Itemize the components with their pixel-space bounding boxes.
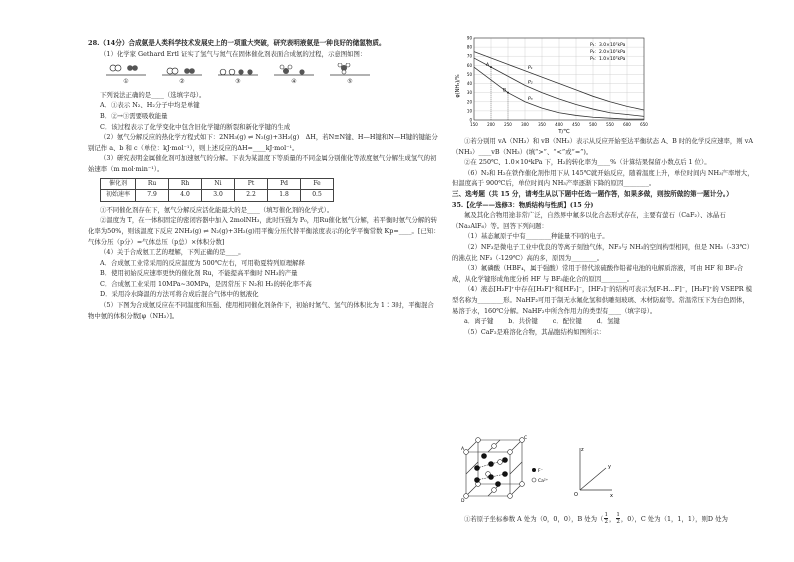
point-label: A (486, 63, 490, 69)
step-2-label: ② (179, 78, 185, 86)
section-3-heading: 三、选考题（共 15 分，请考生从以下题中任选一题作答，如果多做，则按所做的第一题计分。） (452, 189, 733, 198)
q35-part3: （3）氟磷酸（HBF₄，属于强酸）常用于替代浓硫酸作铅蓄电池的电解质溶液，可由 HF 和 BF₃合成，从化学键形成角度分析 HF 与 BF₃能化合的原因________。 (452, 264, 744, 283)
q28-part6: （6）N₂和 H₂在铁作催化剂作用下从 145℃就开始反应，随着温度上升，单位时间内 NH₃产率增大，但温度高于 900℃后，单位时间内 NH₃产率逐渐下降的原因________。 (452, 168, 754, 188)
fraction-numerator: 1 (616, 512, 620, 518)
q35-part4-options (452, 316, 754, 327)
step-4-label: ④ (291, 78, 297, 86)
q35-part2: （2）NF₃是微电子工业中优良的等离子刻蚀气体，NF₃与 NH₃的空间构型相同，但是 NH₃（-33℃）的沸点比 NF₃（-129℃）高的多，原因为________。 (452, 242, 754, 262)
x-tick-label: 350 (538, 122, 546, 127)
series-label-3: P₃ (528, 96, 533, 102)
step-3 (214, 63, 262, 88)
y-tick-label: 60 (466, 62, 472, 68)
catalysis-steps-figure (102, 63, 440, 88)
step-2-molecules (162, 63, 202, 77)
step-3-label: ③ (235, 78, 241, 86)
table-cell: Fe (301, 178, 334, 190)
option-a: A．①表示 N₂、H₂分子中均是单键 (100, 101, 200, 110)
table-cell: 4.0 (169, 190, 202, 202)
catalyst-table (100, 178, 334, 202)
series-label-1: P₁ (528, 65, 533, 71)
x-tick-label: 150 (470, 122, 478, 127)
table-cell: 7.9 (136, 190, 169, 202)
q35-part5-1 (464, 512, 762, 525)
q28-part5-2: ②在 250℃、1.0×10⁴kPa 下，H₂的转化率为____%（计算结果保留小数点后 1 位）。 (464, 158, 711, 167)
option-b: B．②→③需要吸收能量 (100, 111, 168, 120)
axis-label-x: x (610, 493, 613, 498)
step-5 (326, 63, 374, 88)
option-c: C．该过程表示了化学变化中包含旧化学键的断裂和新化学键的生成 (100, 122, 291, 131)
legend-calcium: Ca²⁺ (538, 479, 549, 484)
table-cell: Pd (268, 178, 301, 190)
step-4-molecules (274, 63, 314, 77)
table-cell: 2.2 (235, 190, 268, 202)
axis-label-y: y (608, 464, 611, 470)
fraction-half (604, 512, 608, 525)
q35-intro: 氟及其化合物用途非常广泛，自然界中氟多以化合态形式存在，主要有萤石（CaF₂）、冰晶石（Na₃AlF₆）等。回答下列问题： (452, 211, 726, 230)
step-5-label: ⑤ (347, 78, 353, 86)
q28-part5: （5）下图为合成氨反应在不同温度和压强、使用相同催化剂条件下，初始时氮气、氢气的体积比为 1∶3时，平衡混合物中氨的体积分数[φ（NH₃）]。 (88, 301, 434, 320)
q28-part1: （1）化学家 Gethard Ertl 证实了氢气与氮气在固体催化剂表面合成氨的过程，示意图如图： (100, 49, 367, 58)
table-cell: 0.5 (301, 190, 334, 202)
series-label-2: P₂ (528, 80, 533, 86)
x-tick-label: 600 (623, 122, 631, 127)
table-cell: 1.8 (268, 190, 301, 202)
y-tick-label: 0 (469, 117, 472, 123)
option-a: a．离子键 (464, 317, 494, 326)
q28-part4: （4）关于合成氨工艺的理解，下列正确的是____。 (100, 248, 245, 257)
axis-label-z: z (581, 447, 584, 453)
table-header-rate: 初始速率 (101, 190, 136, 202)
svg-text:C: C (524, 436, 528, 441)
y-tick-label: 80 (466, 44, 472, 50)
fraction-denominator: 2 (616, 519, 620, 525)
fraction-half (616, 512, 620, 525)
option-b: B．使用初始反应速率更快的催化剂 Ru，不能提高平衡时 NH₃的产量 (100, 269, 298, 278)
q28-part5-1: ①若分别用 vA（NH₃）和 vB（NH₃）表示从反应开始至达平衡状态 A、B 时的化学反应速率，则 vA（NH₃）____vB（NH₃）(填“>”、“<”或“=”)。 (452, 137, 753, 156)
q28-part3: （3）研究表明金属催化剂可加速氨气的分解。下表为某温度下等质量的不同金属分别催化等浓度氨气分解生成氢气的初始速率（m mol·min⁻¹）。 (88, 154, 437, 173)
table-cell: Pt (235, 178, 268, 190)
option-c: C．合成氨工业采用 10MPa~30MPa，是因常压下 N₂和 H₂的转化率不高 (100, 279, 312, 288)
legend-entry: P₁：3.0×10⁷kPa (590, 43, 626, 48)
q35-part5: （5）CaF₂是难溶化合物，其晶胞结构如图所示： (464, 327, 606, 336)
x-tick-label: 250 (504, 122, 512, 127)
y-tick-label: 70 (466, 53, 472, 59)
caf2-unit-cell-figure (458, 434, 568, 506)
chart-legend (590, 42, 626, 62)
legend-entry: P₂：2.0×10⁷kPa (590, 50, 626, 55)
table-row (101, 190, 334, 202)
legend-fluoride: F⁻ (538, 469, 543, 474)
right-column (452, 136, 754, 337)
step-2 (158, 63, 206, 88)
x-tick-label: 450 (572, 122, 580, 127)
svg-text:A: A (461, 447, 465, 452)
axis-label-origin: O (574, 492, 578, 498)
x-tick-label: 300 (521, 122, 529, 127)
table-cell: Rh (169, 178, 202, 190)
step-1 (102, 63, 150, 88)
y-tick-label: 30 (466, 90, 472, 96)
option-d: D．采用冷水降温的方法可将合成后混合气体中的氨液化 (100, 290, 259, 299)
fraction-denominator: 2 (604, 519, 608, 525)
x-tick-label: 400 (555, 122, 563, 127)
fraction-numerator: 1 (604, 512, 608, 518)
step-4 (270, 63, 318, 88)
q35-part5-1-start: ①若原子坐标参数 A 处为（0，0，0），B 处为（ (464, 514, 604, 523)
table-cell: 3.0 (202, 190, 235, 202)
y-tick-label: 20 (466, 99, 472, 105)
chart-x-axis-label: T/℃ (558, 129, 570, 134)
x-tick-label: 500 (589, 122, 597, 127)
ammonia-fraction-chart (452, 34, 652, 134)
q35-part5-1-end: ，0），C 处为（1，1，1），则D 处为 (620, 514, 728, 523)
legend-entry: P₃：1.0×10⁷kPa (590, 57, 626, 62)
chart-y-axis-label: φ(NH₃)/% (455, 74, 461, 98)
left-column (88, 38, 440, 321)
q28-part3-1: ①不同催化剂存在下，氨气分解反应活化能最大的是____（填写催化剂的化学式）。 (100, 205, 334, 214)
option-d: d．氢键 (596, 317, 620, 326)
svg-text:D: D (461, 499, 465, 504)
step-1-label: ① (123, 78, 129, 86)
option-b: b．共价键 (508, 317, 538, 326)
fraction-separator: ， (608, 514, 616, 523)
coordinate-axes-figure (572, 444, 616, 498)
y-tick-label: 50 (466, 71, 472, 77)
q28-part1-question: 下列说法正确的是____（选填字母）。 (100, 90, 206, 99)
q35-part1: （1）基态氟原子中有________种能量不同的电子。 (464, 232, 609, 241)
step-5-molecules (330, 63, 370, 77)
q28-title: 28.（14分）合成氨是人类科学技术发展史上的一项重大突破，研究表明液氨是一种良好的储氢物质。 (88, 39, 386, 47)
x-tick-label: 550 (606, 122, 614, 127)
y-tick-label: 40 (466, 81, 472, 87)
table-cell: Ni (202, 178, 235, 190)
q35-title: 35.【化学——选修3：物质结构与性质】(15 分) (452, 200, 594, 209)
table-row (101, 178, 334, 190)
option-a: A．合成氨工业常采用的反应温度为 500℃左右，可用勒夏特列原理解释 (100, 258, 305, 267)
x-tick-label: 200 (487, 122, 495, 127)
x-tick-label: 650 (640, 122, 648, 127)
step-1-molecules (106, 63, 146, 77)
table-header-catalyst: 催化剂 (101, 178, 136, 190)
y-tick-label: 90 (466, 35, 472, 41)
step-3-molecules (218, 63, 258, 77)
q35-part4: （4）液态[H₂F]⁺中存在[H₂F]⁺和[HF₂]⁻，[HF₂]⁻的结构可表示为[F-H…F]⁻，[H₂F]⁺的 VSEPR 模型名称为________形。NaHF₂可用于制无水氟化氢和供雕刻玻璃、木材防腐等。常温常压下为白色固体，易溶于水，160℃分解。NaHF₂中所含作用力的类型有____（填字母）。 (452, 285, 753, 315)
q28-part3-2: ②温度为 T，在一体积固定的密闭容器中加入 2molNH₃，此时压强为 P₀，用Ru催化氨气分解，若平衡时氨气分解的转化率为50%，则该温度下反应 2NH₃(g) ⇌ N₂(g)+3H₂(g)用平衡分压代替平衡浓度表示的化学平衡常数 Kp=____。[已知：气体分压（p分）=气体总压（p总）×体积分数] (88, 216, 440, 246)
table-cell: Ru (136, 178, 169, 190)
q28-part2: （2）氨气分解反应的热化学方程式如下：2NH₃(g) ⇌ N₂(g)+3H₂(g) ΔH，若N≡N键、H—H键和N—H键的键能分别记作 a、b 和 c（单位：kJ·mol⁻¹），则上述反应的ΔH=____kJ·mol⁻¹。 (88, 133, 438, 152)
option-c: c．配位键 (552, 317, 582, 326)
y-tick-label: 10 (466, 108, 472, 114)
point-label: B (503, 88, 507, 94)
